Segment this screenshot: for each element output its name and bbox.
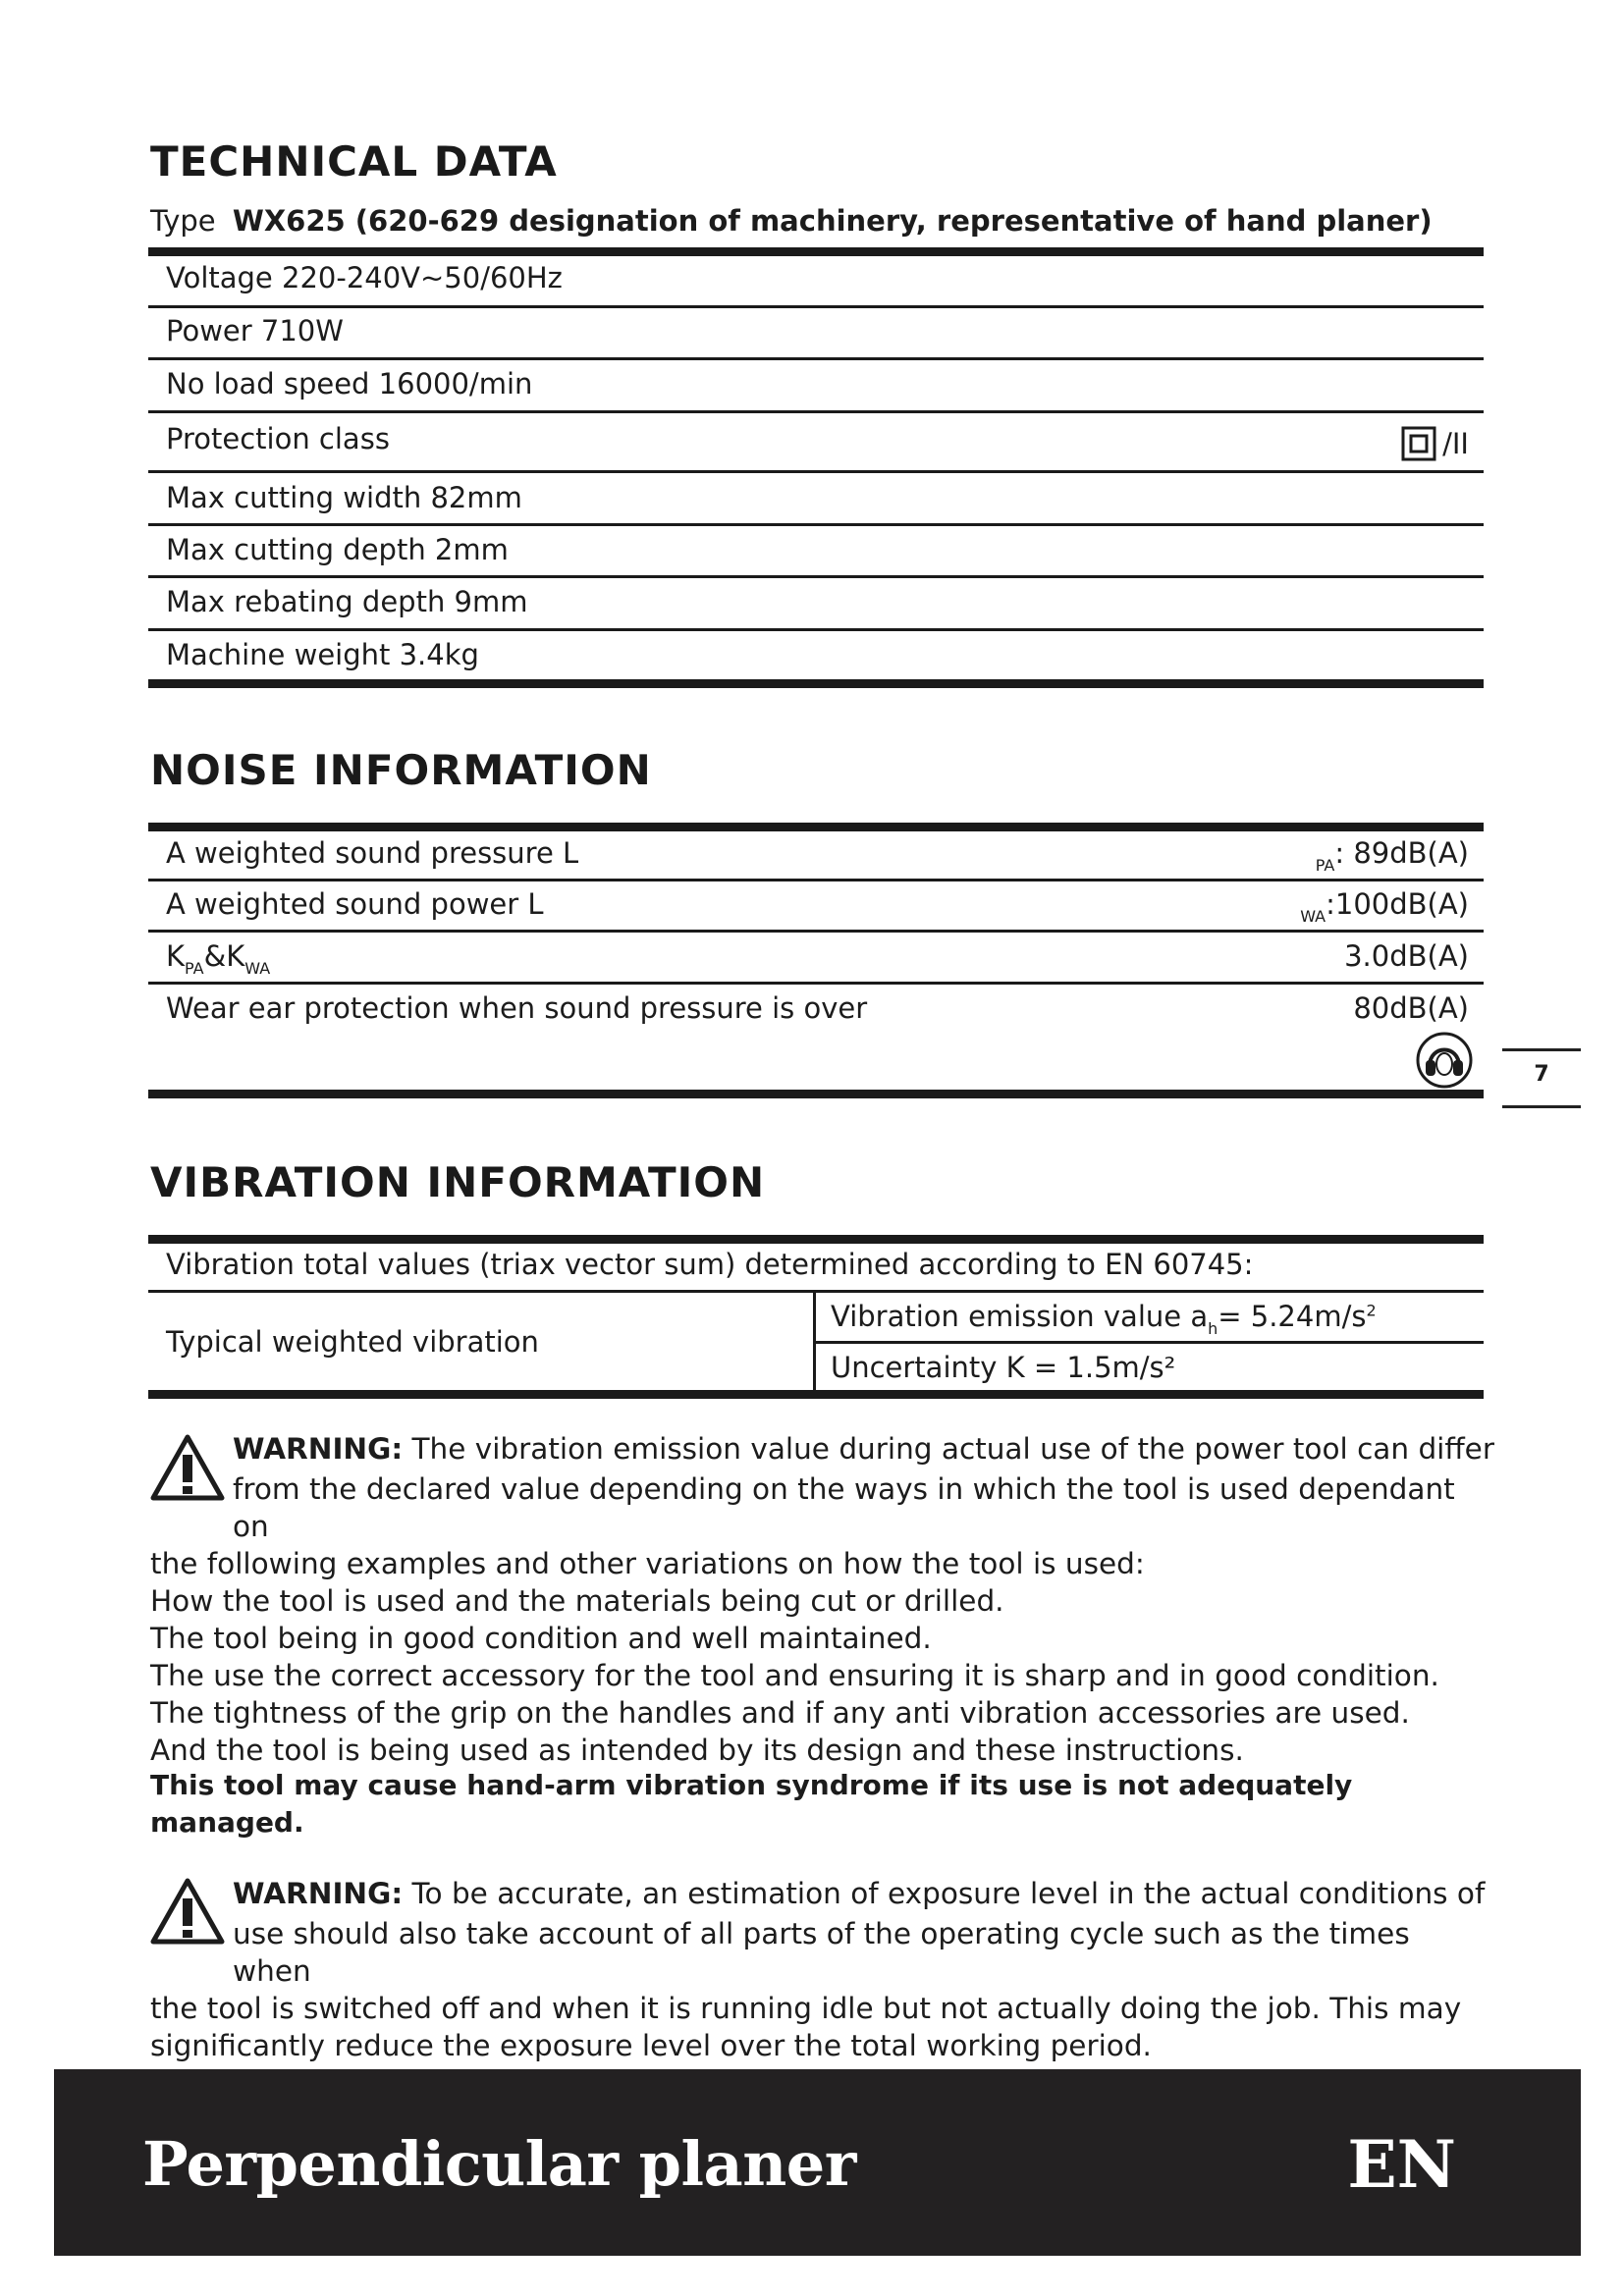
- noise-bottom-rule: [148, 1090, 1484, 1098]
- k2-sub: WA: [244, 959, 271, 978]
- warning-2: [150, 1875, 1495, 2064]
- hav-note: [150, 1767, 1495, 1842]
- typical-label: Typical weighted vibration: [166, 1325, 539, 1359]
- page-number-marker: [1502, 1048, 1581, 1107]
- row-divider: [148, 1290, 1484, 1293]
- warning-1-item: The tool being in good condition and well maintained.: [150, 1622, 932, 1655]
- row-divider: [148, 982, 1484, 985]
- row-divider: [148, 575, 1484, 578]
- k1: K: [166, 939, 186, 973]
- tech-row-label: No load speed 16000/min: [166, 367, 533, 400]
- double-insulation-icon: [1401, 426, 1436, 461]
- protection-value: [1401, 426, 1469, 461]
- hav-note-line: managed.: [150, 1806, 304, 1839]
- vibration-top-rule: [148, 1235, 1484, 1244]
- type-value: WX625 (620-629 designation of machinery, representative of hand planer): [232, 204, 1433, 238]
- warning-1-item: How the tool is used and the materials being cut or drilled.: [150, 1584, 1004, 1618]
- pressure-subscript: PA: [1315, 856, 1335, 875]
- technical-data-heading: TECHNICAL DATA: [150, 137, 558, 186]
- warning-1-item: And the tool is being used as intended by its design and these instructions.: [150, 1734, 1244, 1767]
- noise-row-label: A weighted sound pressure L: [166, 836, 579, 870]
- emission-num: = 5.24m/s: [1218, 1300, 1367, 1333]
- row-divider: [148, 470, 1484, 473]
- pressure-value-text: : 89dB(A): [1334, 836, 1469, 870]
- row-divider: [148, 305, 1484, 308]
- vibration-heading: VIBRATION INFORMATION: [150, 1158, 766, 1206]
- row-divider: [816, 1341, 1484, 1344]
- warning-2-line: significantly reduce the exposure level over the total working period.: [150, 2029, 1152, 2062]
- row-divider: [148, 879, 1484, 881]
- k-label: [166, 939, 270, 978]
- tech-row-label: Max cutting width 82mm: [166, 481, 522, 514]
- vibration-intro: Vibration total values (triax vector sum) determined according to EN 60745:: [166, 1248, 1254, 1281]
- warning-1-tag: WARNING:: [233, 1432, 404, 1466]
- type-label: Type: [150, 204, 216, 238]
- page-number: 7: [1534, 1062, 1549, 1087]
- warning-1-line: from the declared value depending on the ways in which the tool is used dependant on: [233, 1472, 1455, 1543]
- noise-heading: NOISE INFORMATION: [150, 746, 652, 794]
- k1-sub: PA: [185, 959, 204, 978]
- k2: &K: [203, 939, 245, 973]
- table-top-rule: [148, 247, 1484, 256]
- warning-1-item: The tightness of the grip on the handles and if any anti vibration accessories are used.: [150, 1696, 1410, 1730]
- ear-value: 80dB(A): [1353, 991, 1469, 1025]
- vibration-bottom-rule: [148, 1390, 1484, 1399]
- noise-top-rule: [148, 823, 1484, 831]
- uncertainty-value: Uncertainty K = 1.5m/s²: [831, 1351, 1176, 1384]
- tech-row-label: Power 710W: [166, 314, 344, 347]
- emission-sub: h: [1208, 1319, 1218, 1338]
- warning-2-tag: WARNING:: [233, 1877, 404, 1910]
- emission-sup: 2: [1366, 1301, 1377, 1320]
- row-divider: [148, 357, 1484, 360]
- warning-1-line: the following examples and other variations on how the tool is used:: [150, 1547, 1145, 1580]
- row-divider: [148, 930, 1484, 933]
- tech-row-label: Protection class: [166, 422, 390, 455]
- emission-value: [831, 1300, 1377, 1338]
- power-value: [1300, 887, 1469, 926]
- tech-row-label: Voltage 220-240V~50/60Hz: [166, 261, 563, 294]
- warning-1: [150, 1430, 1495, 1769]
- warning-2-line: use should also take account of all parts of the operating cycle such as the times when: [233, 1917, 1410, 1988]
- tech-row-label: Max cutting depth 2mm: [166, 533, 509, 566]
- hav-note-line: This tool may cause hand-arm vibration syndrome if its use is not adequately: [150, 1769, 1353, 1801]
- row-divider: [148, 410, 1484, 413]
- table-bottom-rule: [148, 679, 1484, 688]
- power-value-text: :100dB(A): [1326, 887, 1469, 921]
- footer-bar: [54, 2069, 1581, 2256]
- tech-row-label: Max rebating depth 9mm: [166, 585, 528, 618]
- footer-title: Perpendicular planer: [142, 2128, 856, 2200]
- noise-row-label: Wear ear protection when sound pressure is over: [166, 991, 868, 1025]
- row-divider: [148, 523, 1484, 526]
- warning-2-line: To be accurate, an estimation of exposure level in the actual conditions of: [403, 1877, 1486, 1910]
- warning-1-item: The use the correct accessory for the tool and ensuring it is sharp and in good condition.: [150, 1659, 1439, 1692]
- pressure-value: [1316, 836, 1469, 875]
- warning-1-line: The vibration emission value during actual use of the power tool can differ: [403, 1432, 1494, 1466]
- type-line: [150, 204, 1433, 238]
- power-subscript: WA: [1300, 907, 1326, 926]
- protection-class-text: /II: [1442, 427, 1469, 460]
- emission-label: Vibration emission value a: [831, 1300, 1209, 1333]
- noise-row-label: A weighted sound power L: [166, 887, 544, 921]
- warning-2-line: the tool is switched off and when it is running idle but not actually doing the job. This may: [150, 1992, 1462, 2025]
- k-value: 3.0dB(A): [1344, 939, 1469, 973]
- row-divider: [148, 628, 1484, 631]
- tech-row-label: Machine weight 3.4kg: [166, 638, 479, 671]
- ear-protection-icon: [1414, 1031, 1475, 1090]
- language-code: EN: [1347, 2126, 1456, 2203]
